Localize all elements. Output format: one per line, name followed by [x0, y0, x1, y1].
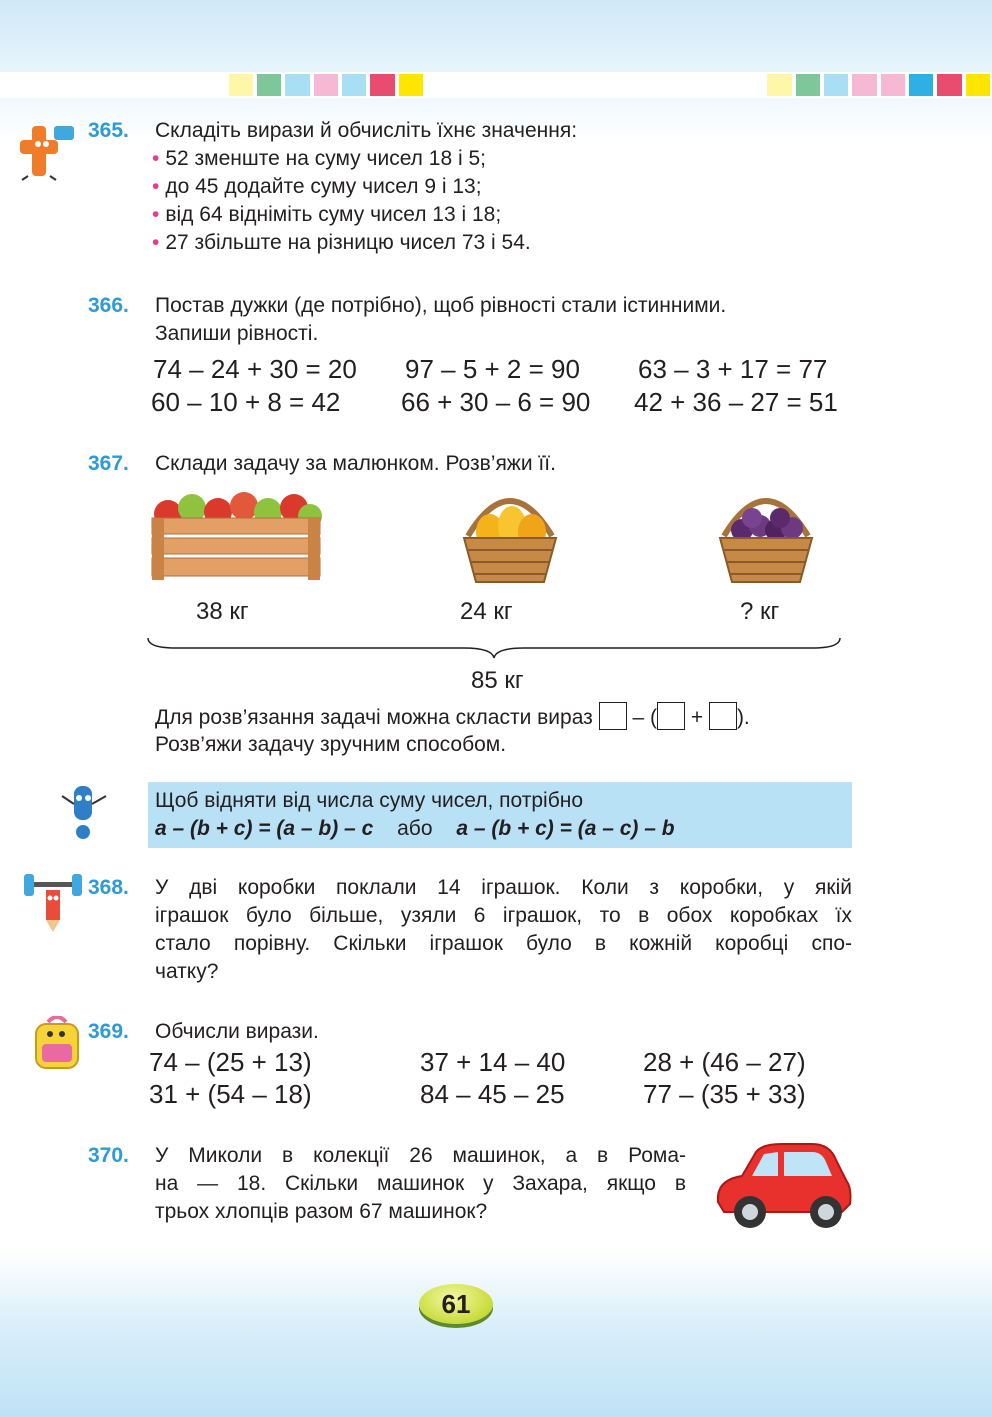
strip-cell [652, 72, 680, 98]
expression: 74 – (25 + 13) [149, 1047, 312, 1077]
rule-formulas: a – (b + c) = (a – b) – c або a – (b + c) = (a – c) – b [155, 817, 675, 840]
backpack-mascot-icon [30, 1016, 86, 1070]
exercise-365-list [152, 145, 531, 257]
strip-cell [198, 72, 226, 98]
list-item: • 52 зменште на суму чисел 18 і 5; [152, 147, 486, 170]
strip-cell [142, 72, 170, 98]
list-item: • до 45 додайте суму чисел 9 і 13; [152, 175, 482, 198]
exercise-368-text: У дві коробки поклали 14 іграшок. Коли з коробки, у якій іграшок було більше, узяли 6 іграшок, то в обох коробках їх стало порівну. Скільки іграшок було в кожній коробці спо- чатку? [155, 876, 852, 983]
rule-text: Щоб відняти від числа суму чисел, потрібно [155, 789, 584, 812]
equation: 42 + 36 – 27 = 51 [634, 387, 838, 417]
exercise-367-number: 367. [88, 452, 129, 475]
exercise-369-title: Обчисли вирази. [155, 1020, 319, 1043]
strip-cell [368, 72, 396, 98]
weight-label: 38 кг [196, 598, 249, 625]
red-toy-car-image [712, 1140, 854, 1232]
expression: 77 – (35 + 33) [643, 1079, 806, 1109]
strip-cell [595, 72, 623, 98]
exercise-370-number: 370. [88, 1144, 129, 1167]
strip-cell [425, 72, 453, 98]
math-symbols-mascot-icon [18, 120, 80, 182]
equation: 97 – 5 + 2 = 90 [405, 354, 580, 384]
strip-cell [397, 72, 425, 98]
pear-basket-image [460, 486, 560, 590]
plum-basket-image [716, 486, 816, 590]
exercise-366-text: Постав дужки (де потрібно), щоб рівності стали істинними. [155, 294, 727, 317]
strip-cell [0, 72, 28, 98]
exclamation-mascot-icon [58, 784, 110, 840]
answer-box[interactable] [657, 702, 685, 730]
exercise-366-text2: Запиши рівності. [155, 322, 319, 345]
weight-label: ? кг [740, 598, 780, 625]
answer-box[interactable] [709, 702, 737, 730]
strip-cell [113, 72, 141, 98]
bullet-icon: • [152, 231, 160, 254]
list-item: • 27 збільште на різницю чисел 73 і 54. [152, 231, 531, 254]
expression: 37 + 14 – 40 [420, 1047, 566, 1077]
rule-formula-1: a – (b + c) = (a – b) – c [155, 817, 374, 840]
strip-cell [935, 72, 963, 98]
exercise-365-title: Складіть вирази й обчисліть їхнє значення: [155, 119, 578, 142]
strip-cell [850, 72, 878, 98]
equation: 74 – 24 + 30 = 20 [153, 354, 357, 384]
strip-cell [510, 72, 538, 98]
strip-cell [340, 72, 368, 98]
strip-cell [454, 72, 482, 98]
list-item: • від 64 відніміть суму чисел 13 і 18; [152, 203, 502, 226]
exercise-368-number: 368. [88, 876, 129, 899]
expression-line: Для розв’язання задачі можна скласти вираз – ( + ). [155, 702, 750, 732]
exercise-367-title: Склади задачу за малюнком. Розв’яжи її. [155, 452, 556, 475]
equation: 66 + 30 – 6 = 90 [401, 387, 591, 417]
strip-cell [28, 72, 56, 98]
bullet-icon: • [152, 147, 160, 170]
strip-cell [255, 72, 283, 98]
strip-cell [794, 72, 822, 98]
apple-crate-image [148, 490, 324, 586]
strip-cell [227, 72, 255, 98]
exercise-365-number: 365. [88, 119, 129, 142]
strip-cell [567, 72, 595, 98]
exercise-370-text: У Миколи в колекції 26 машинок, а в Рома- на — 18. Скільки машинок у Захара, якщо в трьох хлопців разом 67 машинок? [155, 1144, 686, 1223]
total-brace [146, 636, 842, 660]
strip-cell [737, 72, 765, 98]
bullet-icon: • [152, 175, 160, 198]
strip-cell [57, 72, 85, 98]
strip-cell [822, 72, 850, 98]
weight-label: 24 кг [460, 598, 513, 625]
expression: 28 + (46 – 27) [643, 1047, 806, 1077]
header-color-strip [0, 72, 992, 98]
bullet-icon: • [152, 203, 160, 226]
exercise-367-text2: Розв’яжи задачу зручним способом. [155, 733, 507, 756]
strip-cell [312, 72, 340, 98]
weightlifter-pencil-icon [22, 872, 84, 934]
strip-cell [709, 72, 737, 98]
exercise-366-number: 366. [88, 294, 129, 317]
answer-box[interactable] [599, 702, 627, 730]
strip-cell [964, 72, 992, 98]
page-number: 61 [419, 1284, 493, 1324]
strip-cell [765, 72, 793, 98]
strip-cell [624, 72, 652, 98]
equation: 63 – 3 + 17 = 77 [638, 354, 828, 384]
strip-cell [85, 72, 113, 98]
strip-cell [170, 72, 198, 98]
total-weight-label: 85 кг [471, 667, 524, 694]
expression: 84 – 45 – 25 [420, 1079, 565, 1109]
strip-cell [680, 72, 708, 98]
expression: 31 + (54 – 18) [149, 1079, 312, 1109]
equation: 60 – 10 + 8 = 42 [151, 387, 341, 417]
strip-cell [907, 72, 935, 98]
strip-cell [879, 72, 907, 98]
rule-formula-2: a – (b + c) = (a – c) – b [456, 817, 675, 840]
exercise-369-number: 369. [88, 1020, 129, 1043]
strip-cell [283, 72, 311, 98]
strip-cell [482, 72, 510, 98]
strip-cell [539, 72, 567, 98]
